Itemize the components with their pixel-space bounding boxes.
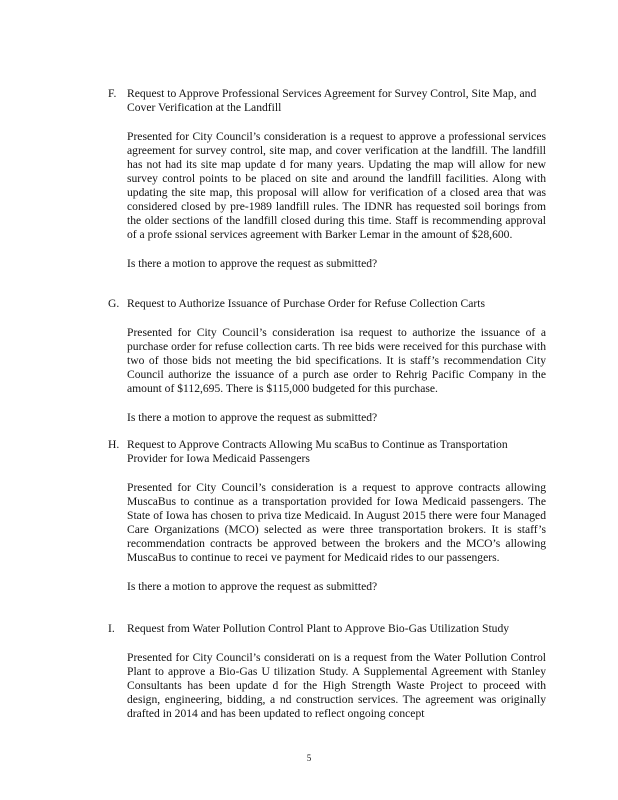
motion-question: Is there a motion to approve the request as submitted? xyxy=(127,411,378,424)
agenda-item-i xyxy=(108,622,546,721)
page-number: 5 xyxy=(306,753,312,763)
motion-question: Is there a motion to approve the request as submitted? xyxy=(127,580,378,593)
item-letter: H. xyxy=(108,438,120,451)
item-title: Request to Approve Professional Services Agreement for Survey Control, Site Map, and Cover Verification at the Landfill xyxy=(127,87,537,114)
item-title: Request to Approve Contracts Allowing Mu scaBus to Continue as Transportation Provider for Iowa Medicaid Passengers xyxy=(127,438,508,465)
agenda-item-f xyxy=(108,87,546,271)
item-heading xyxy=(108,297,546,311)
motion-question: Is there a motion to approve the request as submitted? xyxy=(127,257,378,270)
agenda-item-g xyxy=(108,297,546,425)
item-heading xyxy=(108,87,546,115)
item-heading xyxy=(108,438,546,466)
item-letter: I. xyxy=(108,622,115,635)
item-title: Request to Authorize Issuance of Purchase Order for Refuse Collection Carts xyxy=(127,297,486,310)
item-heading xyxy=(108,622,546,636)
item-body: Presented for City Council’s consideration isa request to authorize the issuance of a purchase order for refuse collection carts. Th ree bids were received for this purchase with two of those bids not meeting the bid specifications. It is staff’s recommendation City Council authorize the issuance of a purch ase order to Rehrig Pacific Company in the amount of $112,695. There is $115,000 budgeted for this purchase. xyxy=(127,326,546,395)
item-letter: G. xyxy=(108,297,120,310)
item-body: Presented for City Council’s consideration is a request to approve contracts allowing MuscaBus to continue as a transportation provided for Iowa Medicaid passengers. The State of Iowa has chosen to priva tize Medicaid. In August 2015 there were four Managed Care Organizations (MCO) selected as were three transportation brokers. It is staff’s recommendation contracts be approved between the brokers and the MCO’s allowing MuscaBus to continue to recei ve payment for Medicaid rides to our passengers. xyxy=(127,481,546,564)
item-body: Presented for City Council’s consideration is a request to approve a professional services agreement for survey control, site map, and cover verification at the landfill. The landfill has not had its site map update d for many years. Updating the map will allow for new survey control points to be placed on site and around the landfill facilities. Along with updating the site map, this proposal will allow for verification of a closed area that was considered closed by pre-1989 landfill rules. The IDNR has requested soil borings from the older sections of the landfill closed during this time. Staff is recommending approval of a profe ssional services agreement with Barker Lemar in the amount of $28,600. xyxy=(127,130,546,241)
item-letter: F. xyxy=(108,87,117,100)
item-title: Request from Water Pollution Control Plant to Approve Bio-Gas Utilization Study xyxy=(127,622,510,635)
item-body: Presented for City Council’s considerati on is a request from the Water Pollution Control Plant to approve a Bio-Gas U tilization Study. A Supplemental Agreement with Stanley Consultants has been update d for the High Strength Waste Project to proceed with design, engineering, bidding, a nd construction services. The agreement was originally drafted in 2014 and has been updated to reflect ongoing concept xyxy=(127,651,546,720)
agenda-item-h xyxy=(108,438,546,594)
